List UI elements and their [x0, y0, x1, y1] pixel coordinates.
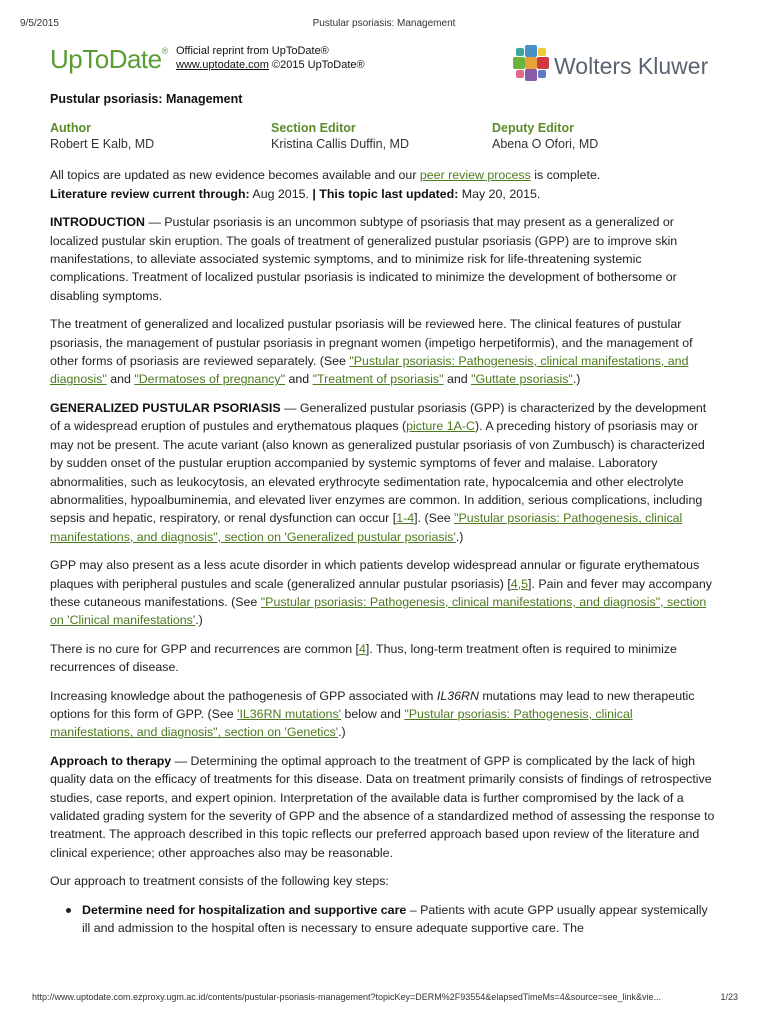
print-title: Pustular psoriasis: Management [312, 18, 456, 29]
gpp-heading: GENERALIZED PUSTULAR PSORIASIS [50, 400, 281, 415]
reprint-line-1: Official reprint from UpToDate® [176, 45, 329, 57]
page-number: 1/23 [720, 992, 738, 1002]
reprint-line-2: www.uptodate.com ©2015 UpToDate® [176, 59, 365, 71]
deputy-editor-label: Deputy Editor [492, 121, 574, 136]
peer-review-link[interactable]: peer review process [419, 168, 531, 183]
dermatoses-pregnancy-link[interactable]: "Dermatoses of pregnancy" [134, 372, 286, 387]
treatment-psoriasis-link[interactable]: "Treatment of psoriasis" [312, 372, 444, 387]
uptodate-site-link[interactable]: www.uptodate.com [176, 59, 269, 71]
pathogenesis-paragraph: Increasing knowledge about the pathogenesis of GPP associated with IL36RN mutations may lead to new therapeutic options for this form of GPP. (See 'IL36RN mutations' below and "Pustular psoriasis: Pathogenesis, clinical manifestations, and diagnosis", section on 'Genetics'.) [50, 688, 695, 740]
section-editor-block [271, 120, 409, 152]
author-block [50, 120, 154, 152]
print-header [20, 18, 748, 32]
update-notice: All topics are updated as new evidence becomes available and our peer review process is complete. [50, 168, 601, 183]
introduction-paragraph: INTRODUCTION — Pustular psoriasis is an uncommon subtype of psoriasis that may present as a generalized or localized pustular skin eruption. The goals of treatment of generalized pustular psoriasis (GPP) are to improve skin manifestations, to alleviate associated systemic symptoms, and to minimize risk for life-threatening systemic complications. Treatment of localized pustular psoriasis is indicated to minimize the development of bothersome or disabling symptoms. [50, 215, 678, 303]
il36rn-mutations-link[interactable]: 'IL36RN mutations' [237, 706, 341, 721]
section-editor-name: Kristina Callis Duffin, MD [271, 137, 410, 152]
page-url: http://www.uptodate.com.ezproxy.ugm.ac.id/contents/pustular-psoriasis-management?topicKey=DERM%2F93554&elapsedTimeMs=4&source=see_link&vie... [32, 992, 662, 1002]
wolters-kluwer-globe-icon [512, 44, 550, 82]
wolters-kluwer-name: Wolters Kluwer [554, 53, 709, 79]
approach-heading: Approach to therapy [50, 753, 172, 768]
scope-paragraph: The treatment of generalized and localized pustular psoriasis will be reviewed here. The clinical features of pustular psoriasis, the management of pustular psoriasis in pregnant women (impetigo herpetiformis), and the management of other forms of psoriasis are reviewed separately. (See "Pustular psoriasis: Pathogenesis, clinical manifestations, and diagnosis" and "Dermatoses of pregnancy" and "Treatment of psoriasis" and "Guttate psoriasis".) [50, 317, 693, 387]
guttate-psoriasis-link[interactable]: "Guttate psoriasis" [471, 372, 573, 387]
step-heading: Determine need for hospitalization and supportive care [82, 902, 407, 917]
reference-link[interactable]: 4,5 [510, 576, 529, 591]
no-cure-paragraph: There is no cure for GPP and recurrences are common [4]. Thus, long-term treatment often is required to minimize recurrences of disease. [50, 641, 677, 675]
article-title: Pustular psoriasis: Management [50, 92, 243, 106]
key-steps-list [50, 901, 718, 938]
editors-row [50, 120, 718, 156]
reference-link[interactable]: 4 [359, 641, 366, 656]
review-dates: Literature review current through: Aug 2015. | This topic last updated: May 20, 2015. [50, 186, 541, 201]
reprint-notice [176, 44, 365, 72]
list-item: Determine need for hospitalization and supportive care – Patients with acute GPP usually appear systemically ill and admission to the hospital often is necessary to ensure adequate supportive care. The [64, 901, 718, 938]
gpp-paragraph: GENERALIZED PUSTULAR PSORIASIS — Generalized pustular psoriasis (GPP) is characterized by the development of a widespread eruption of pustules and erythematous plaques (picture 1A-C). A preceding history of psoriasis may or may not be present. The acute variant (also known as generalized pustular psoriasis of von Zumbusch) is characterized by sudden onset of the pustular eruption accompanied by systemic symptoms of fever and malaise. Laboratory abnormalities, such as leukocytosis, an elevated erythrocyte sedimentation rate, hypocalcemia and other electrolyte abnormalities, hypoalbuminemia, and elevated liver enzymes are common. In addition, serious complications, including sepsis and hepatic, respiratory, or renal dysfunction can occur [1-4]. (See "Pustular psoriasis: Pathogenesis, clinical manifestations, and diagnosis", section on 'Generalized pustular psoriasis'.) [50, 400, 707, 544]
brand-bar [50, 40, 718, 90]
clinical-manifestations-link[interactable]: "Pustular psoriasis: Pathogenesis, clinical manifestations, and diagnosis", section on 'Clinical manifestations' [50, 594, 707, 628]
topic-meta [50, 166, 718, 203]
wolters-kluwer-logo[interactable] [512, 44, 718, 84]
uptodate-logo[interactable]: UpToDate® [50, 44, 168, 74]
print-footer [32, 992, 738, 1006]
key-steps-intro: Our approach to treatment consists of the following key steps: [50, 874, 389, 889]
gene-name: IL36RN [436, 688, 479, 703]
picture-link[interactable]: picture 1A-C [406, 419, 475, 434]
pathogenesis-topic-link[interactable]: "Pustular psoriasis: Pathogenesis, clinical manifestations, and diagnosis" [50, 354, 689, 387]
article-content [50, 90, 718, 937]
deputy-editor-block [492, 120, 598, 152]
approach-paragraph: Approach to therapy — Determining the optimal approach to the treatment of GPP is complicated by the lack of high quality data on the efficacy of treatments for this disease. Data on treatment primarily consists of findings of retrospective studies, case reports, and expert opinion. Interpretation of the available data is further compromised by the lack of a validated grading system for the severity of GPP and the absence of a standardized method of assessing the response to treatment. The approach described in this topic reflects our preferred approach based upon review of the literature and clinical experience; other approaches also may be reasonable. [50, 753, 715, 860]
deputy-editor-name: Abena O Ofori, MD [492, 137, 599, 152]
author-label: Author [50, 121, 91, 136]
print-date: 9/5/2015 [20, 18, 59, 29]
introduction-heading: INTRODUCTION [50, 215, 145, 230]
genetics-section-link[interactable]: "Pustular psoriasis: Pathogenesis, clinical manifestations, and diagnosis", section on 'Genetics' [50, 706, 633, 740]
reference-link[interactable]: 1-4 [396, 511, 415, 526]
gpp-section-link[interactable]: "Pustular psoriasis: Pathogenesis, clinical manifestations, and diagnosis", section on 'Generalized pustular psoriasis' [50, 511, 683, 544]
section-editor-label: Section Editor [271, 121, 356, 136]
author-name: Robert E Kalb, MD [50, 137, 155, 152]
gpp-less-acute-paragraph: GPP may also present as a less acute disorder in which patients develop widespread annular or figurate erythematous plaques with peripheral pustules and scale (generalized annular pustular psoriasis) [4,5]. Pain and fever may accompany these cutaneous manifestations. (See "Pustular psoriasis: Pathogenesis, clinical manifestations, and diagnosis", section on 'Clinical manifestations'.) [50, 558, 712, 628]
